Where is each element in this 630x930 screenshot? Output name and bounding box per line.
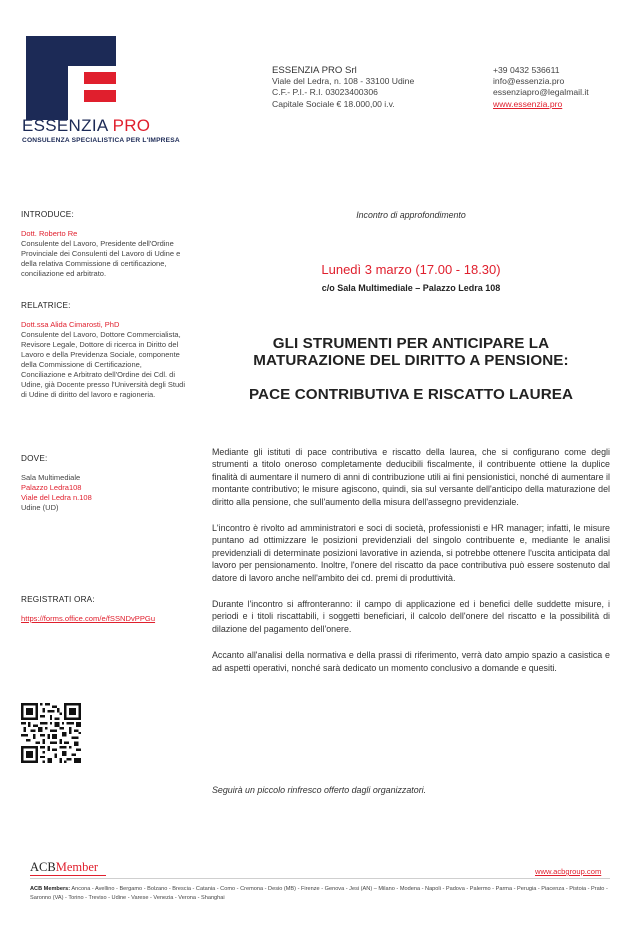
register-link[interactable]: https://forms.office.com/e/fSSNDvPPGu <box>21 614 156 623</box>
register-title: REGISTRATI ORA: <box>21 595 95 604</box>
relatrice-name: Alida Cimarosti <box>50 320 101 329</box>
introduce-section <box>21 229 186 279</box>
description-paragraph: Accanto all'analisi della normativa e della prassi di riferimento, verrà dato ampio spazio a casistica e ad aspetti operativi, nonché sarà dedicato un momento conclusivo a domande e quesiti. <box>212 650 610 673</box>
closing-note: Seguirà un piccolo rinfresco offerto dagli organizzatori. <box>212 785 427 795</box>
company-contacts <box>493 65 589 110</box>
event-title-line: MATURAZIONE DEL DIRITTO A PENSIONE: <box>253 352 569 369</box>
company-address: Viale del Ledra, n. 108 - 33100 Udine <box>272 76 415 87</box>
company-capital: Capitale Sociale € 18.000,00 i.v. <box>272 98 395 109</box>
sidebar <box>21 210 186 624</box>
dove-line: Viale del Ledra n.108 <box>21 493 92 502</box>
relatrice-suffix: , PhD <box>100 320 120 329</box>
description-paragraph: Mediante gli istituti di pace contributiva e riscatto della laurea, che si configurano come degli strumenti a titolo oneroso completamente deducibili fiscalmente, il contribuente ottiene la duplice finalità di aumentare il numero di anni di contribuzione utili ai fini pensionistici, nonché di aumentare il montante contributivo; le misure agiscono, quindi, sia sul versante dell'anticipo della maturazione del diritto alla pensione, che sull'aumento della misura dell'assegno previdenziale. <box>212 447 610 507</box>
logo-name: ESSENZIA PRO <box>22 116 151 135</box>
relatrice-prefix: Dott.ssa <box>21 320 51 329</box>
pec-link[interactable]: essenziapro@legalmail.it <box>493 87 589 98</box>
event-place: c/o Sala Multimediale – Palazzo Ledra 108 <box>321 283 501 293</box>
logo-mark <box>26 36 116 126</box>
event-title-line: GLI STRUMENTI PER ANTICIPARE LA <box>272 335 550 352</box>
logo-tagline: CONSULENZA SPECIALISTICA PER L'IMPRESA <box>22 137 180 144</box>
dove-section <box>21 473 186 513</box>
acb-website-link[interactable]: www.acbgroup.com <box>535 867 602 876</box>
event-description <box>212 446 610 688</box>
members-label: ACB Members: <box>30 886 71 892</box>
registration-qr-code[interactable] <box>21 703 81 763</box>
dove-line: Palazzo Ledra108 <box>21 483 82 492</box>
email-link[interactable]: info@essenzia.pro <box>493 76 565 87</box>
relatrice-description: Consulente del Lavoro, Dottore Commercialista, Revisore Legale, Dottore di ricerca in Diritto del Lavoro e della Previdenza Sociale, componente della Commissione di Certificazione, Conciliazione e Arbitrato dell'Ordine dei Cdl. di Udine, già Docente presso l'Università degli Studi di Udine di diritto del lavoro e ragioneria. <box>21 330 186 399</box>
introduce-name: Roberto Re <box>38 229 78 238</box>
description-paragraph: L'incontro è rivolto ad amministratori e soci di società, professionisti e HR manager; infatti, le misure puntano ad ottimizzare le posizioni previdenziali del singolo contribuente e, mediante le analisi previdenziali di determinate posizioni lavorative in azienda, si potrebbe ottenere l'uscita anticipata dal lavoro per pensionamento. Inoltre, l'onere del riscatto da pace contributiva può essere sostenuto dal datore di lavoro anche nell'ambito dei cd. premi di produttività. <box>212 523 610 583</box>
event-date: Lunedì 3 marzo (17.00 - 18.30) <box>321 262 501 277</box>
company-tax-id: C.F.- P.I.- R.I. 03023400306 <box>272 87 378 98</box>
introduce-title: INTRODUCE: <box>21 210 74 219</box>
members-cities: Ancona - Avellino - Bergamo - Bolzano - Brescia - Catania - Como - Cremona - Desio (MB) - Firenze - Genova - Jesi (AN) – Milano - Modena - Napoli - Padova - Palermo - Parma - Perugia - Piacenza - Pistoia - Prato - Saronno (VA) - Torino - Treviso - Udine - Varese - Venezia - Verona - Shanghai <box>30 886 608 901</box>
event-title-subject: PACE CONTRIBUTIVA E RISCATTO LAUREA <box>248 386 574 403</box>
company-logo <box>22 36 202 146</box>
introduce-description: Consulente del Lavoro, Presidente dell'Ordine Provinciale dei Consulenti del Lavoro di Udine e della relativa Commissione di certificazione, conciliazione ed arbitrato. <box>21 239 181 278</box>
dove-line: Sala Multimediale <box>21 473 81 482</box>
introduce-prefix: Dott. <box>21 229 39 238</box>
relatrice-title: RELATRICE: <box>21 301 71 310</box>
description-paragraph: Durante l'incontro si affronteranno: il campo di applicazione ed i benefici delle suddette misure, i periodi e i titoli riscattabili, i soggetti beneficiari, il calcolo dell'onere del riscatto e la possibilità di dilazione del pagamento dell'onere. <box>212 599 610 634</box>
acb-underline <box>30 875 106 876</box>
website-link[interactable]: www.essenzia.pro <box>493 98 563 109</box>
acb-members-list <box>30 885 610 903</box>
relatrice-section <box>21 320 186 400</box>
event-subtitle: Incontro di approfondimento <box>356 210 466 220</box>
company-name: ESSENZIA PRO Srl <box>272 65 357 76</box>
company-info <box>272 65 414 110</box>
dove-title: DOVE: <box>21 454 48 463</box>
dove-line: Udine (UD) <box>21 503 59 512</box>
phone-number: +39 0432 536611 <box>493 65 560 75</box>
footer-divider <box>30 878 610 879</box>
event-title <box>212 335 610 369</box>
acb-member-logo: ACBMember <box>30 860 99 874</box>
